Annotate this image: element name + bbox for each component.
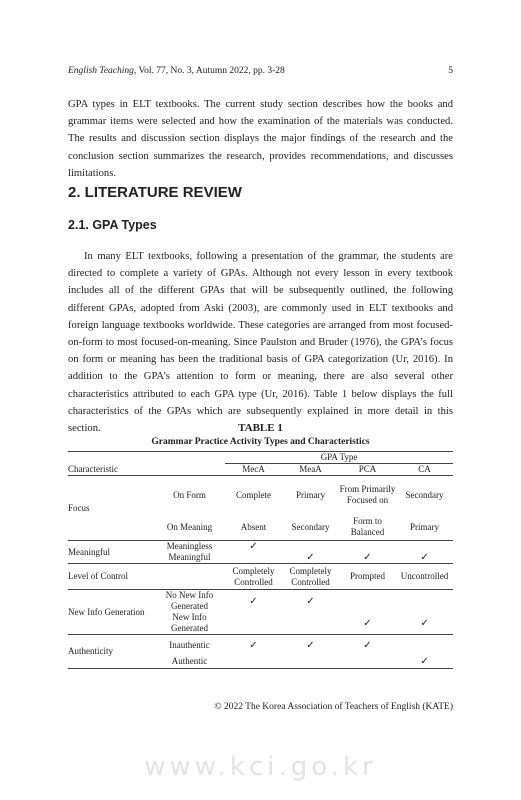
check-mark: ✓: [306, 595, 315, 607]
check-mark: ✓: [249, 595, 258, 607]
check-mark: ✓: [249, 541, 258, 552]
check-mark: ✓: [363, 639, 372, 651]
table-label: TABLE 1: [238, 422, 283, 434]
new-info-sub: New Info Generated: [171, 612, 208, 633]
inauthentic-sub: Inauthentic: [169, 639, 210, 650]
focus-on-meaning: On Meaning: [166, 521, 213, 532]
meaningful-label: Meaningful: [68, 541, 154, 564]
cell: Completely Controlled: [232, 565, 275, 587]
check-mark: ✓: [363, 617, 372, 629]
page-number: 5: [448, 66, 453, 76]
table-title: Grammar Practice Activity Types and Characteristics: [151, 437, 370, 447]
gpa-table: [68, 451, 453, 669]
col-header-pca: PCA: [358, 464, 377, 474]
check-mark: ✓: [306, 552, 315, 563]
body-paragraph: In many ELT textbooks, following a presentation of the grammar, the students are directed to complete a variety of GPAs. Although not every lesson in every textbook includes all of the different GPAs that will be subsequently outlined, the following different GPAs, adopted from Aski (2003), are commonly used in ELT textbooks and foreign language textbooks worldwide. These categories are arranged from most focused-on-form to most focused-on-meaning. Since Paulston and Bruder (1976), the GPA’s focus on form or meaning has been the traditional basis of GPA categorization (Ur, 2016). In addition to the GPA’s attention to form or meaning, there are also several other characteristics attributed to each GPA type (Ur, 2016). Table 1 below displays the full characteristics of the GPAs which are subsequently explained in more detail in this section.: [68, 251, 453, 435]
meaningless-sub: Meaningless: [166, 541, 213, 551]
copyright-footer: © 2022 The Korea Association of Teachers of English (KATE): [214, 702, 453, 712]
cell: Primary: [410, 521, 439, 532]
running-header: [68, 66, 453, 76]
gpa-type-header: GPA Type: [225, 452, 453, 464]
cell: Secondary: [405, 489, 444, 500]
section-heading: 2. LITERATURE REVIEW: [68, 184, 242, 201]
check-mark: ✓: [306, 639, 315, 651]
no-new-info-sub: No New Info Generated: [165, 590, 214, 611]
authentic-sub: Authentic: [171, 656, 208, 667]
meaningful-sub: Meaningful: [168, 552, 211, 562]
cell: Secondary: [291, 521, 330, 532]
cell: Absent: [240, 521, 267, 532]
cell: Uncontrolled: [400, 571, 449, 581]
col-header-meca: MecA: [242, 464, 265, 474]
cell: Form to Balanced: [350, 516, 385, 538]
check-mark: ✓: [249, 639, 258, 651]
cell: Prompted: [350, 571, 385, 581]
watermark: www.kci.go.kr: [144, 752, 377, 782]
check-mark: ✓: [420, 552, 429, 563]
journal-name: English Teaching: [68, 66, 134, 76]
cell: Primary: [296, 489, 325, 500]
col-header-meaa: MeaA: [299, 464, 322, 474]
authenticity-label: Authenticity: [68, 635, 154, 669]
cell: Completely Controlled: [289, 565, 332, 587]
focus-on-form: On Form: [173, 489, 206, 500]
characteristic-header: Characteristic: [68, 463, 118, 474]
check-mark: ✓: [363, 552, 372, 563]
focus-label: Focus: [68, 476, 154, 541]
journal-details: , Vol. 77, No. 3, Autumn 2022, pp. 3-28: [133, 66, 285, 76]
cell: Complete: [236, 489, 271, 500]
check-mark: ✓: [420, 617, 429, 629]
newinfo-label: New Info Generation: [68, 590, 154, 635]
col-header-ca: CA: [418, 464, 431, 474]
control-label: Level of Control: [68, 571, 128, 581]
intro-paragraph: GPA types in ELT textbooks. The current study section describes how the books and grammar items were selected and how the examination of the materials was conducted. The results and discussion section displays the major findings of the research and the conclusion section summarizes the research, provides recommendations, and discusses limitations.: [68, 99, 453, 179]
check-mark: ✓: [420, 656, 429, 668]
cell: From Primarily Focused on: [339, 484, 396, 506]
subsection-heading: 2.1. GPA Types: [68, 218, 157, 232]
